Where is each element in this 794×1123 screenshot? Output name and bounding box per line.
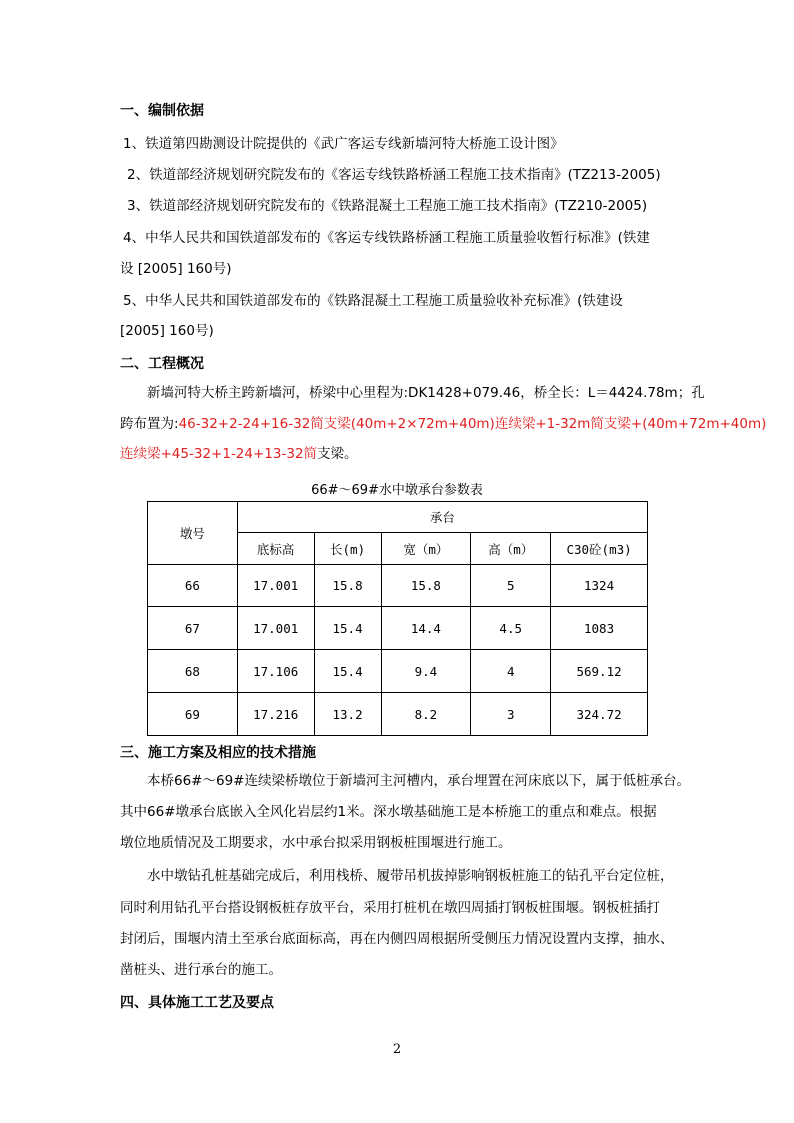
table-cell: 15.8	[314, 565, 381, 607]
table-cell: 66	[148, 565, 238, 607]
table-cell: 15.4	[314, 607, 381, 650]
reference-item-3: 3、铁道部经济规划研究院发布的《铁路混凝土工程施工施工技术指南》(TZ210-2005)	[127, 198, 648, 214]
table-cell: 8.2	[381, 693, 471, 736]
pier-number-header: 墩号	[148, 502, 238, 565]
table-cell: 68	[148, 650, 238, 693]
table-cell: 17.001	[237, 607, 314, 650]
table-row	[148, 693, 648, 736]
pile-cap-parameter-table	[147, 501, 648, 736]
table-row	[148, 650, 648, 693]
reference-item-2: 2、铁道部经济规划研究院发布的《客运专线铁路桥涵工程施工技术指南》(TZ213-2005)	[127, 167, 661, 183]
column-header-bottom-elevation: 底标高	[237, 533, 314, 565]
overview-line-3-end: 支梁。	[317, 446, 358, 462]
table-cell: 17.216	[237, 693, 314, 736]
plan-para2-line3: 封闭后，围堰内清土至承台底面标高，再在内侧四周根据所受侧压力情况设置内支撑，抽水、	[120, 931, 674, 947]
table-cell: 3	[471, 693, 551, 736]
reference-item-4: 4、中华人民共和国铁道部发布的《客运专线铁路桥涵工程施工质量验收暂行标准》(铁建	[123, 230, 650, 246]
reference-item-5-cont: [2005] 160号)	[120, 323, 214, 339]
table-header-row-1	[148, 502, 648, 533]
table-cell: 1324	[551, 565, 648, 607]
plan-para2-line2: 同时利用钻孔平台搭设钢板桩存放平台，采用打桩机在墩四周插打钢板桩围堰。钢板桩插打	[120, 900, 660, 916]
table-cell: 15.4	[314, 650, 381, 693]
reference-item-4-cont: 设 [2005] 160号)	[120, 261, 232, 277]
reference-item-1: 1、铁道第四勘测设计院提供的《武广客运专线新墙河特大桥施工设计图》	[123, 136, 564, 152]
column-header-concrete-volume: C30砼(m3)	[551, 533, 648, 565]
plan-para1-line1: 本桥66#～69#连续梁桥墩位于新墙河主河槽内，承台埋置在河床底以下，属于低桩承台。	[147, 773, 690, 789]
plan-para2-line1: 水中墩钻孔桩基础完成后，利用栈桥、履带吊机拔掉影响钢板桩施工的钻孔平台定位桩，	[147, 868, 674, 884]
table-cell: 17.106	[237, 650, 314, 693]
overview-line-1: 新墙河特大桥主跨新墙河，桥梁中心里程为:DK1428+079.46，桥全长：L＝4424.78m；孔	[147, 385, 705, 401]
table-cell: 14.4	[381, 607, 471, 650]
table-cell: 67	[148, 607, 238, 650]
plan-para2-line4: 凿桩头、进行承台的施工。	[120, 962, 282, 978]
column-header-length: 长(m)	[314, 533, 381, 565]
table-cell: 4.5	[471, 607, 551, 650]
section1-heading: 一、编制依据	[120, 103, 204, 119]
column-header-height: 高（m）	[471, 533, 551, 565]
table-cell: 13.2	[314, 693, 381, 736]
table-cell: 1083	[551, 607, 648, 650]
overview-line-2	[120, 415, 766, 433]
plan-para1-line3: 墩位地质情况及工期要求，水中承台拟采用钢板桩围堰进行施工。	[120, 835, 512, 851]
table-cell: 324.72	[551, 693, 648, 736]
table-cell: 4	[471, 650, 551, 693]
page-number: 2	[392, 1042, 402, 1057]
pile-cap-group-header: 承台	[237, 502, 647, 533]
span-arrangement-red-2: 连续梁+45-32+1-24+13-32简	[120, 446, 318, 462]
plan-para1-line2: 其中66#墩承台底嵌入全风化岩层约1米。深水墩基础施工是本桥施工的重点和难点。根据	[120, 804, 657, 820]
overview-span-label: 跨布置为:	[120, 416, 179, 432]
column-header-width: 宽（m）	[381, 533, 471, 565]
section2-heading: 二、工程概况	[120, 356, 204, 372]
table-caption: 66#～69#水中墩承台参数表	[311, 483, 483, 498]
table-row	[148, 607, 648, 650]
table-cell: 9.4	[381, 650, 471, 693]
span-arrangement-red-1: 46-32+2-24+16-32简支梁(40m+2×72m+40m)连续梁+1-32m简支梁+(40m+72m+40m)	[178, 416, 767, 432]
overview-line-3	[120, 445, 358, 463]
reference-item-5: 5、中华人民共和国铁道部发布的《铁路混凝土工程施工质量验收补充标准》(铁建设	[123, 293, 623, 309]
table-row	[148, 565, 648, 607]
section3-heading: 三、施工方案及相应的技术措施	[120, 745, 316, 761]
section4-heading: 四、具体施工工艺及要点	[120, 995, 274, 1011]
table-cell: 17.001	[237, 565, 314, 607]
table-cell: 5	[471, 565, 551, 607]
table-cell: 15.8	[381, 565, 471, 607]
table-cell: 569.12	[551, 650, 648, 693]
table-cell: 69	[148, 693, 238, 736]
